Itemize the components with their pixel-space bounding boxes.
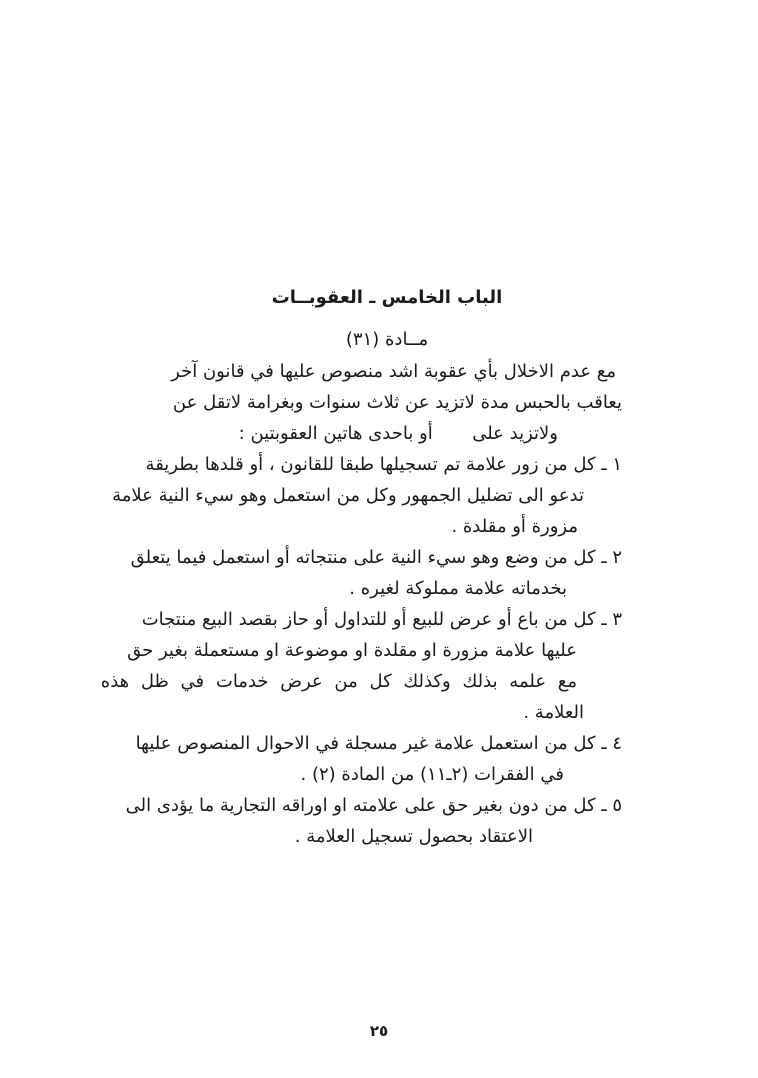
- penalty-item-2: [130, 542, 622, 604]
- item-line: مع علمه بذلك وكذلك كل من عرض خدمات في ظل هذه: [100, 671, 577, 692]
- page-number: ٢٥: [369, 1022, 389, 1040]
- item-line: العلامة .: [523, 702, 584, 723]
- penalty-item-4: [135, 728, 622, 790]
- item-line: بخدماته علامة مملوكة لغيره .: [349, 578, 567, 599]
- item-line: عليها علامة مزورة او مقلدة او موضوعة او مستعملة بغير حق: [127, 640, 577, 661]
- penalty-item-3: [100, 604, 622, 728]
- item-line: ١ ـ كل من زور علامة تم تسجيلها طبقا للقانون ، أو قلدها بطريقة: [145, 454, 622, 475]
- intro-line-3: [152, 418, 622, 449]
- penalty-item-1: [112, 449, 622, 542]
- intro-line-1: مع عدم الاخلال بأي عقوبة اشد منصوص عليها في قانون آخر: [171, 361, 616, 382]
- intro-line-3-after-gap: أو باحدى هاتين العقوبتين :: [238, 423, 433, 444]
- blank-amount-space: [438, 438, 466, 439]
- item-line: في الفقرات (٢ـ١١) من المادة (٢) .: [300, 764, 564, 785]
- intro-line-3-before-gap: ولاتزيد على: [472, 423, 558, 444]
- penalty-item-5: [125, 790, 622, 852]
- item-line: ٣ ـ كل من باع أو عرض للبيع أو للتداول أو حاز بقصد البيع منتجات: [141, 609, 622, 630]
- item-line: ٥ ـ كل من دون بغير حق على علامته او اوراقه التجارية ما يؤدى الى: [125, 795, 622, 816]
- item-line: تدعو الى تضليل الجمهور وكل من استعمل وهو سيء النية علامة: [112, 485, 584, 506]
- chapter-title: الباب الخامس ـ العقوبــات: [271, 287, 503, 308]
- intro-paragraph: [152, 356, 622, 449]
- text-block: [100, 286, 622, 852]
- article-body: [100, 356, 622, 852]
- intro-line-2: يعاقب بالحبس مدة لاتزيد عن ثلاث سنوات وبغرامة لاتقل عن: [172, 392, 622, 413]
- item-line: مزورة أو مقلدة .: [451, 516, 578, 537]
- item-line: ٤ ـ كل من استعمل علامة غير مسجلة في الاحوال المنصوص عليها: [135, 733, 622, 754]
- item-line: ٢ ـ كل من وضع وهو سيء النية على منتجاته أو استعمل فيما يتعلق: [130, 547, 622, 568]
- article-heading: مــادة (٣١): [345, 329, 429, 350]
- item-line: الاعتقاد بحصول تسجيل العلامة .: [294, 826, 533, 847]
